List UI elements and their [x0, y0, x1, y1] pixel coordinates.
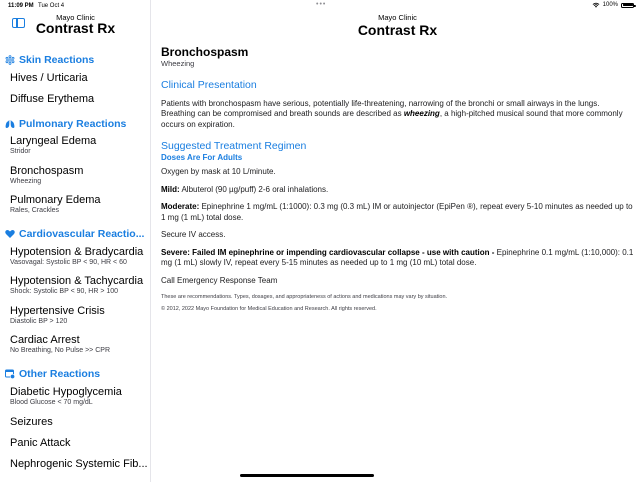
section-label: Pulmonary Reactions — [19, 118, 127, 130]
detail-org-label: Mayo Clinic — [378, 13, 417, 22]
section-header-skin — [5, 54, 94, 66]
section-label: Cardiovascular Reactio... — [19, 228, 145, 240]
sidebar-item-hypotension-tachycardia[interactable] — [10, 275, 148, 295]
sidebar-item-nephrogenic-systemic-fibrosis[interactable] — [10, 458, 148, 470]
home-indicator[interactable] — [240, 474, 374, 477]
treatment-mild: Mild: Albuterol (90 µg/puff) 2-6 oral inhalations. — [161, 184, 329, 194]
sidebar-item-diabetic-hypoglycemia[interactable] — [10, 386, 148, 406]
wifi-icon — [592, 2, 600, 8]
item-subtitle: Diastolic BP > 120 — [10, 318, 68, 325]
item-title: Panic Attack — [10, 437, 71, 449]
item-title: Hives / Urticaria — [10, 72, 88, 84]
status-bar — [0, 0, 643, 12]
item-title: Hypotension & Tachycardia — [10, 275, 144, 287]
sidebar-org-label: Mayo Clinic — [56, 13, 95, 22]
item-title: Bronchospasm — [10, 165, 84, 177]
sidebar — [0, 0, 151, 482]
item-title: Hypotension & Bradycardia — [10, 246, 144, 258]
section-header-other — [5, 368, 100, 380]
item-title — [10, 478, 148, 482]
status-date: Tue Oct 4 — [38, 3, 65, 9]
treatment-oxygen: Oxygen by mask at 10 L/minute. — [161, 167, 276, 176]
sidebar-item-pulmonary-edema[interactable] — [10, 194, 148, 214]
heart-icon — [5, 229, 15, 239]
sidebar-item-bronchospasm[interactable] — [10, 165, 148, 185]
treatment-severe: Severe: Failed IM epinephrine or impending cardiovascular collapse - use with caution - Epinephrine 0.1 mg/mL (1:10,000): 0.1 mg (1 mL) slowly IV, repeat every 5-15 minutes as needed up to 1 mg (10 mL) total dose. — [161, 247, 634, 267]
clinical-presentation-heading: Clinical Presentation — [161, 78, 257, 91]
topic-subtitle: Wheezing — [161, 59, 195, 68]
item-subtitle: Stridor — [10, 148, 31, 155]
copyright: © 2012, 2022 Mayo Foundation for Medical Education and Research. All rights reserved. — [161, 306, 377, 312]
treatment-subheading: Doses Are For Adults — [161, 153, 243, 162]
item-subtitle: Rales, Crackles — [10, 207, 60, 214]
section-label: Other Reactions — [19, 368, 101, 380]
lungs-icon — [5, 119, 15, 129]
sidebar-item-panic-attack[interactable] — [10, 437, 148, 449]
status-indicators — [592, 2, 634, 8]
sidebar-item-hypotension-bradycardia[interactable] — [10, 246, 148, 266]
sidebar-item-diffuse-erythema[interactable] — [10, 93, 148, 105]
section-header-cardiovascular — [5, 228, 144, 240]
detail-pane — [152, 0, 643, 482]
sidebar-item-seizures[interactable] — [10, 416, 148, 428]
item-subtitle: Wheezing — [10, 178, 42, 185]
detail-app-title: Contrast Rx — [357, 22, 438, 38]
status-time: 11:09 PM — [8, 3, 34, 9]
item-title: Cardiac Arrest — [10, 334, 80, 346]
item-subtitle: Shock: Systolic BP < 90, HR > 100 — [10, 288, 119, 295]
item-title: Seizures — [10, 416, 53, 428]
detail-header — [152, 12, 643, 38]
clinical-presentation-text: Patients with bronchospasm have serious, potentially life-threatening, narrowing of the bronchi or small airways in the lungs. Breathing can be compromised and breath sounds are described as wheezing, a high-pitched musical sound that more commonly occurs on expiration. — [161, 98, 623, 129]
treatment-iv-access: Secure IV access. — [161, 230, 226, 239]
sidebar-item-hives[interactable] — [10, 72, 148, 84]
detail-body — [161, 45, 635, 313]
sidebar-app-title: Contrast Rx — [35, 20, 116, 36]
item-title: Nephrogenic Systemic Fib... — [10, 458, 148, 470]
skin-pattern-icon — [5, 55, 15, 65]
other-reactions-icon — [5, 369, 15, 379]
item-title: Laryngeal Edema — [10, 135, 97, 147]
multitasking-dots-icon[interactable]: ••• — [316, 1, 327, 8]
item-title: Diabetic Hypoglycemia — [10, 386, 122, 398]
item-title: Pulmonary Edema — [10, 194, 101, 206]
treatment-call-team: Call Emergency Response Team — [161, 275, 278, 285]
section-header-pulmonary — [5, 118, 126, 130]
sidebar-header — [0, 12, 151, 42]
sidebar-item-clipped[interactable] — [10, 478, 148, 482]
battery-full-icon — [621, 3, 634, 8]
section-label: Skin Reactions — [19, 54, 95, 66]
item-subtitle: No Breathing, No Pulse >> CPR — [10, 347, 110, 354]
item-subtitle: Blood Glucose < 70 mg/dL — [10, 399, 93, 406]
treatment-heading: Suggested Treatment Regimen — [161, 140, 307, 152]
battery-percent: 100% — [602, 2, 618, 8]
item-title: Diffuse Erythema — [10, 93, 95, 105]
treatment-moderate: Moderate: Epinephrine 1 mg/mL (1:1000): 0.3 mg (0.3 mL) IM or autoinjector (EpiPen ®), repeat every 5-10 minutes as needed up to 1 mg (1 mL) total dose. — [161, 202, 633, 222]
sidebar-item-hypertensive-crisis[interactable] — [10, 305, 148, 325]
item-title: Hypertensive Crisis — [10, 305, 105, 317]
sidebar-item-cardiac-arrest[interactable] — [10, 334, 148, 354]
item-subtitle: Vasovagal: Systolic BP < 90, HR < 60 — [10, 259, 127, 266]
topic-title: Bronchospasm — [161, 45, 249, 59]
disclaimer: These are recommendations. Types, dosages, and appropriateness of actions and medications may vary by situation. — [161, 294, 448, 300]
sidebar-item-laryngeal-edema[interactable] — [10, 135, 148, 155]
